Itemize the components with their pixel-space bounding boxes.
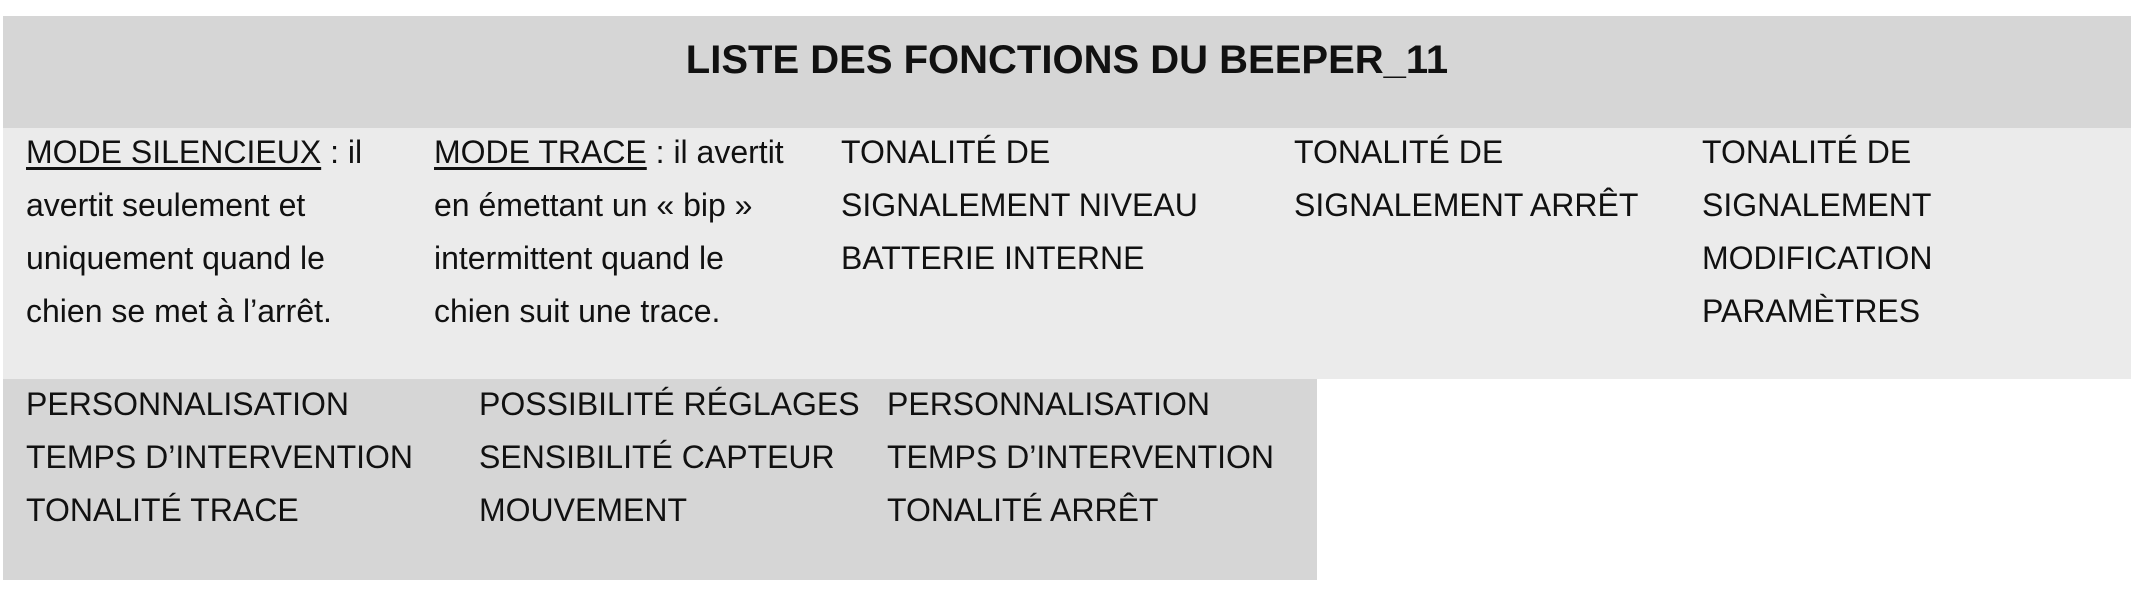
- cell-line: uniquement quand le: [26, 240, 325, 276]
- cell-line: : il avertit: [646, 134, 784, 170]
- cell-heading: MODE TRACE: [434, 134, 647, 170]
- cell-mode-trace: [434, 126, 784, 338]
- cell-line: MODIFICATION: [1702, 240, 1933, 276]
- cell-line: MOUVEMENT: [479, 492, 687, 528]
- cell-line: PERSONNALISATION: [26, 386, 350, 422]
- cell-line: SIGNALEMENT: [1702, 187, 1932, 223]
- cell-line: chien suit une trace.: [434, 293, 721, 329]
- document-title: LISTE DES FONCTIONS DU BEEPER_11: [685, 38, 1449, 82]
- cell-line: SIGNALEMENT ARRÊT: [1294, 187, 1639, 223]
- cell-mode-silencieux: [26, 126, 362, 338]
- cell-line: PERSONNALISATION: [887, 386, 1211, 422]
- cell-personnalisation-trace: [26, 378, 413, 537]
- cell-tonalite-parametres: [1702, 126, 1933, 338]
- cell-line: BATTERIE INTERNE: [841, 240, 1145, 276]
- cell-heading: MODE SILENCIEUX: [26, 134, 322, 170]
- cell-line: TONALITÉ DE: [841, 134, 1051, 170]
- cell-line: TONALITÉ ARRÊT: [887, 492, 1159, 528]
- cell-line: intermittent quand le: [434, 240, 724, 276]
- cell-tonalite-batterie: [841, 126, 1198, 285]
- cell-line: avertit seulement et: [26, 187, 306, 223]
- cell-line: TEMPS D’INTERVENTION: [887, 439, 1274, 475]
- cell-personnalisation-arret: [887, 378, 1274, 537]
- cell-line: PARAMÈTRES: [1702, 293, 1921, 329]
- title-band: [3, 16, 2131, 128]
- cell-line: TEMPS D’INTERVENTION: [26, 439, 413, 475]
- cell-tonalite-arret: [1294, 126, 1638, 232]
- cell-line: TONALITÉ TRACE: [26, 492, 299, 528]
- cell-line: en émettant un « bip »: [434, 187, 753, 223]
- cell-reglages-capteur: [479, 378, 860, 537]
- cell-line: : il: [321, 134, 363, 170]
- cell-line: TONALITÉ DE: [1702, 134, 1912, 170]
- cell-line: chien se met à l’arrêt.: [26, 293, 332, 329]
- cell-line: SIGNALEMENT NIVEAU: [841, 187, 1198, 223]
- cell-line: SENSIBILITÉ CAPTEUR: [479, 439, 835, 475]
- cell-line: TONALITÉ DE: [1294, 134, 1504, 170]
- cell-line: POSSIBILITÉ RÉGLAGES: [479, 386, 860, 422]
